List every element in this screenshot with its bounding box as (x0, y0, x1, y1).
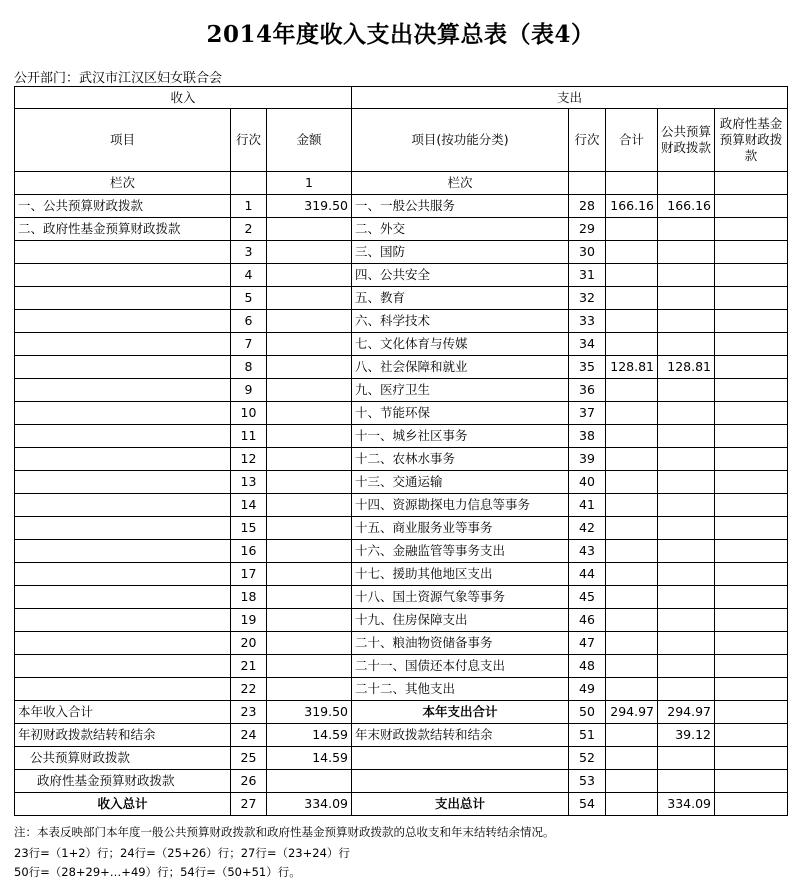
table-row (15, 678, 788, 701)
expense-section-header: 支出 (352, 87, 788, 109)
public-budget-cell (658, 264, 715, 287)
expense-item-cell: 四、公共安全 (352, 264, 569, 287)
income-item-cell (15, 609, 231, 632)
income-item-header: 项目 (15, 109, 231, 172)
public-budget-cell (658, 655, 715, 678)
expense-line-cell: 45 (569, 586, 606, 609)
expense-item-cell: 年末财政拨款结转和结余 (352, 724, 569, 747)
budget-summary-table (14, 86, 788, 816)
income-item-cell (15, 655, 231, 678)
gov-fund-cell (715, 425, 788, 448)
expense-item-cell: 十八、国土资源气象等事务 (352, 586, 569, 609)
total-cell (606, 632, 658, 655)
total-cell (606, 563, 658, 586)
total-cell (606, 609, 658, 632)
income-item-cell: 收入总计 (15, 793, 231, 816)
total-cell: 166.16 (606, 195, 658, 218)
table-row (15, 402, 788, 425)
income-column-index: 栏次 (15, 172, 231, 195)
table-row (15, 724, 788, 747)
income-line-header: 行次 (231, 109, 267, 172)
expense-line-cell: 51 (569, 724, 606, 747)
income-item-cell: 年初财政拨款结转和结余 (15, 724, 231, 747)
expense-line-cell: 31 (569, 264, 606, 287)
expense-item-cell (352, 770, 569, 793)
income-item-cell: 公共预算财政拨款 (15, 747, 231, 770)
expense-item-cell (352, 747, 569, 770)
gov-fund-cell (715, 609, 788, 632)
expense-item-cell: 十、节能环保 (352, 402, 569, 425)
table-row (15, 195, 788, 218)
income-line-cell: 4 (231, 264, 267, 287)
table-row (15, 655, 788, 678)
income-item-cell (15, 471, 231, 494)
gov-fund-cell (715, 678, 788, 701)
table-row (15, 609, 788, 632)
income-line-cell: 25 (231, 747, 267, 770)
expense-line-cell: 29 (569, 218, 606, 241)
gov-fund-cell (715, 241, 788, 264)
expense-item-cell: 二、外交 (352, 218, 569, 241)
table-row (15, 770, 788, 793)
expense-line-cell: 33 (569, 310, 606, 333)
empty-cell (715, 172, 788, 195)
public-budget-cell (658, 379, 715, 402)
income-line-cell: 20 (231, 632, 267, 655)
section-header-row (15, 87, 788, 109)
total-cell (606, 379, 658, 402)
expense-item-cell: 十五、商业服务业等事务 (352, 517, 569, 540)
table-row (15, 701, 788, 724)
expense-line-cell: 50 (569, 701, 606, 724)
income-line-cell: 6 (231, 310, 267, 333)
income-item-cell (15, 563, 231, 586)
total-cell (606, 747, 658, 770)
table-row (15, 448, 788, 471)
expense-line-cell: 43 (569, 540, 606, 563)
expense-item-cell: 一、一般公共服务 (352, 195, 569, 218)
amount-cell (267, 609, 352, 632)
gov-fund-cell (715, 701, 788, 724)
income-item-cell: 二、政府性基金预算财政拨款 (15, 218, 231, 241)
total-cell (606, 333, 658, 356)
public-budget-cell (658, 425, 715, 448)
expense-line-cell: 38 (569, 425, 606, 448)
gov-fund-cell (715, 517, 788, 540)
expense-item-cell: 八、社会保障和就业 (352, 356, 569, 379)
expense-item-cell: 二十一、国债还本付息支出 (352, 655, 569, 678)
gov-fund-cell (715, 195, 788, 218)
public-budget-cell: 294.97 (658, 701, 715, 724)
gov-fund-cell (715, 264, 788, 287)
gov-fund-cell (715, 540, 788, 563)
income-item-cell (15, 425, 231, 448)
income-item-cell (15, 310, 231, 333)
total-cell (606, 425, 658, 448)
public-budget-cell (658, 609, 715, 632)
expense-line-cell: 40 (569, 471, 606, 494)
amount-cell (267, 287, 352, 310)
amount-cell (267, 241, 352, 264)
expense-item-cell: 十四、资源勘探电力信息等事务 (352, 494, 569, 517)
public-budget-header: 公共预算财政拨款 (658, 109, 715, 172)
public-budget-cell (658, 218, 715, 241)
amount-cell (267, 540, 352, 563)
expense-column-index: 栏次 (352, 172, 569, 195)
table-row (15, 333, 788, 356)
total-cell (606, 310, 658, 333)
gov-fund-cell (715, 402, 788, 425)
expense-item-cell: 十三、交通运输 (352, 471, 569, 494)
income-line-cell: 19 (231, 609, 267, 632)
table-row (15, 310, 788, 333)
expense-line-cell: 35 (569, 356, 606, 379)
income-line-cell: 3 (231, 241, 267, 264)
total-cell (606, 264, 658, 287)
public-budget-cell (658, 540, 715, 563)
expense-line-cell: 44 (569, 563, 606, 586)
income-line-cell: 9 (231, 379, 267, 402)
public-budget-cell: 39.12 (658, 724, 715, 747)
public-budget-cell (658, 770, 715, 793)
table-row (15, 241, 788, 264)
expense-line-cell: 46 (569, 609, 606, 632)
income-line-cell: 24 (231, 724, 267, 747)
gov-fund-cell (715, 563, 788, 586)
gov-fund-cell (715, 379, 788, 402)
table-row (15, 379, 788, 402)
table-row (15, 471, 788, 494)
gov-fund-cell (715, 356, 788, 379)
income-line-cell: 10 (231, 402, 267, 425)
expense-item-header: 项目(按功能分类) (352, 109, 569, 172)
expense-item-cell: 十七、援助其他地区支出 (352, 563, 569, 586)
income-line-cell: 23 (231, 701, 267, 724)
income-item-cell (15, 402, 231, 425)
expense-line-cell: 37 (569, 402, 606, 425)
empty-cell (606, 172, 658, 195)
expense-line-cell: 53 (569, 770, 606, 793)
income-line-cell: 16 (231, 540, 267, 563)
public-budget-cell: 166.16 (658, 195, 715, 218)
income-line-cell: 21 (231, 655, 267, 678)
total-cell (606, 655, 658, 678)
expense-item-cell: 十九、住房保障支出 (352, 609, 569, 632)
amount-cell: 334.09 (267, 793, 352, 816)
table-row (15, 540, 788, 563)
public-budget-cell (658, 241, 715, 264)
amount-column-index: 1 (267, 172, 352, 195)
total-cell (606, 793, 658, 816)
expense-line-cell: 32 (569, 287, 606, 310)
public-budget-cell (658, 448, 715, 471)
department-label: 公开部门：武汉市江汉区妇女联合会 (14, 71, 223, 86)
table-row (15, 747, 788, 770)
total-header: 合计 (606, 109, 658, 172)
gov-fund-cell (715, 218, 788, 241)
expense-item-cell: 九、医疗卫生 (352, 379, 569, 402)
note-description: 注：本表反映部门本年度一般公共预算财政拨款和政府性基金预算财政拨款的总收支和年末结转结余情况。 (14, 825, 555, 839)
total-cell (606, 770, 658, 793)
amount-cell (267, 402, 352, 425)
table-row (15, 517, 788, 540)
income-item-cell (15, 632, 231, 655)
public-budget-cell: 128.81 (658, 356, 715, 379)
note-formula-1: 23行=（1+2）行；24行=（25+26）行；27行=（23+24）行 (14, 846, 350, 860)
expense-item-cell: 二十二、其他支出 (352, 678, 569, 701)
amount-cell (267, 678, 352, 701)
amount-cell (267, 448, 352, 471)
income-line-cell: 12 (231, 448, 267, 471)
gov-fund-cell (715, 747, 788, 770)
amount-cell (267, 770, 352, 793)
income-line-cell: 5 (231, 287, 267, 310)
gov-fund-cell (715, 333, 788, 356)
amount-cell (267, 379, 352, 402)
gov-fund-cell (715, 793, 788, 816)
public-budget-cell (658, 471, 715, 494)
public-budget-cell (658, 494, 715, 517)
income-item-cell (15, 448, 231, 471)
income-item-cell (15, 678, 231, 701)
income-item-cell: 本年收入合计 (15, 701, 231, 724)
income-line-cell: 18 (231, 586, 267, 609)
total-cell (606, 724, 658, 747)
gov-fund-cell (715, 770, 788, 793)
public-budget-cell (658, 586, 715, 609)
amount-header: 金额 (267, 109, 352, 172)
gov-fund-cell (715, 471, 788, 494)
table-row (15, 287, 788, 310)
expense-item-cell: 十六、金融监管等事务支出 (352, 540, 569, 563)
gov-fund-cell (715, 448, 788, 471)
public-budget-cell (658, 517, 715, 540)
amount-cell: 319.50 (267, 701, 352, 724)
table-row (15, 218, 788, 241)
public-budget-cell (658, 333, 715, 356)
public-budget-cell (658, 563, 715, 586)
public-budget-cell (658, 632, 715, 655)
empty-cell (231, 172, 267, 195)
income-item-cell: 政府性基金预算财政拨款 (15, 770, 231, 793)
expense-item-cell: 七、文化体育与传媒 (352, 333, 569, 356)
gov-fund-cell (715, 586, 788, 609)
income-item-cell (15, 517, 231, 540)
expense-line-header: 行次 (569, 109, 606, 172)
income-line-cell: 26 (231, 770, 267, 793)
total-cell (606, 517, 658, 540)
income-item-cell (15, 356, 231, 379)
amount-cell (267, 494, 352, 517)
total-cell: 128.81 (606, 356, 658, 379)
amount-cell (267, 425, 352, 448)
total-cell: 294.97 (606, 701, 658, 724)
report-title: 2014年度收入支出决算总表（表4） (206, 21, 595, 48)
income-section-header: 收入 (15, 87, 352, 109)
income-item-cell (15, 494, 231, 517)
income-line-cell: 22 (231, 678, 267, 701)
income-item-cell (15, 379, 231, 402)
income-line-cell: 13 (231, 471, 267, 494)
expense-item-cell: 十一、城乡社区事务 (352, 425, 569, 448)
income-line-cell: 15 (231, 517, 267, 540)
income-line-cell: 8 (231, 356, 267, 379)
empty-cell (658, 172, 715, 195)
amount-cell: 319.50 (267, 195, 352, 218)
table-row (15, 632, 788, 655)
amount-cell (267, 586, 352, 609)
note-formula-2: 50行=（28+29+…+49）行；54行=（50+51）行。 (14, 865, 301, 879)
public-budget-cell: 334.09 (658, 793, 715, 816)
income-item-cell (15, 287, 231, 310)
income-item-cell: 一、公共预算财政拨款 (15, 195, 231, 218)
expense-item-cell: 支出总计 (352, 793, 569, 816)
gov-fund-cell (715, 494, 788, 517)
amount-cell (267, 563, 352, 586)
total-cell (606, 402, 658, 425)
public-budget-cell (658, 310, 715, 333)
amount-cell (267, 264, 352, 287)
income-item-cell (15, 540, 231, 563)
income-item-cell (15, 241, 231, 264)
expense-line-cell: 54 (569, 793, 606, 816)
expense-line-cell: 28 (569, 195, 606, 218)
income-item-cell (15, 333, 231, 356)
gov-fund-cell (715, 310, 788, 333)
table-row (15, 264, 788, 287)
amount-cell (267, 655, 352, 678)
total-cell (606, 494, 658, 517)
expense-line-cell: 47 (569, 632, 606, 655)
income-item-cell (15, 264, 231, 287)
total-cell (606, 586, 658, 609)
amount-cell (267, 471, 352, 494)
expense-item-cell: 十二、农林水事务 (352, 448, 569, 471)
amount-cell (267, 517, 352, 540)
empty-cell (569, 172, 606, 195)
table-row (15, 425, 788, 448)
table-row (15, 356, 788, 379)
amount-cell (267, 632, 352, 655)
public-budget-cell (658, 402, 715, 425)
amount-cell (267, 356, 352, 379)
expense-line-cell: 30 (569, 241, 606, 264)
table-row (15, 793, 788, 816)
table-row (15, 586, 788, 609)
expense-item-cell: 五、教育 (352, 287, 569, 310)
income-line-cell: 14 (231, 494, 267, 517)
total-cell (606, 471, 658, 494)
amount-cell: 14.59 (267, 724, 352, 747)
total-cell (606, 241, 658, 264)
income-item-cell (15, 586, 231, 609)
income-line-cell: 11 (231, 425, 267, 448)
public-budget-cell (658, 287, 715, 310)
table-row (15, 563, 788, 586)
income-line-cell: 1 (231, 195, 267, 218)
expense-line-cell: 34 (569, 333, 606, 356)
income-line-cell: 17 (231, 563, 267, 586)
income-line-cell: 27 (231, 793, 267, 816)
column-header-row (15, 109, 788, 172)
gov-fund-cell (715, 655, 788, 678)
income-line-cell: 2 (231, 218, 267, 241)
expense-line-cell: 52 (569, 747, 606, 770)
total-cell (606, 448, 658, 471)
amount-cell (267, 333, 352, 356)
expense-line-cell: 48 (569, 655, 606, 678)
total-cell (606, 287, 658, 310)
gov-fund-cell (715, 287, 788, 310)
gov-fund-cell (715, 632, 788, 655)
total-cell (606, 218, 658, 241)
amount-cell: 14.59 (267, 747, 352, 770)
expense-line-cell: 42 (569, 517, 606, 540)
expense-item-cell: 二十、粮油物资储备事务 (352, 632, 569, 655)
expense-item-cell: 六、科学技术 (352, 310, 569, 333)
expense-line-cell: 41 (569, 494, 606, 517)
total-cell (606, 678, 658, 701)
amount-cell (267, 310, 352, 333)
expense-item-cell: 三、国防 (352, 241, 569, 264)
income-line-cell: 7 (231, 333, 267, 356)
expense-line-cell: 36 (569, 379, 606, 402)
public-budget-cell (658, 747, 715, 770)
amount-cell (267, 218, 352, 241)
expense-line-cell: 39 (569, 448, 606, 471)
expense-line-cell: 49 (569, 678, 606, 701)
total-cell (606, 540, 658, 563)
table-row (15, 494, 788, 517)
expense-item-cell: 本年支出合计 (352, 701, 569, 724)
public-budget-cell (658, 678, 715, 701)
gov-fund-header: 政府性基金预算财政拨款 (715, 109, 788, 172)
column-index-row (15, 172, 788, 195)
gov-fund-cell (715, 724, 788, 747)
